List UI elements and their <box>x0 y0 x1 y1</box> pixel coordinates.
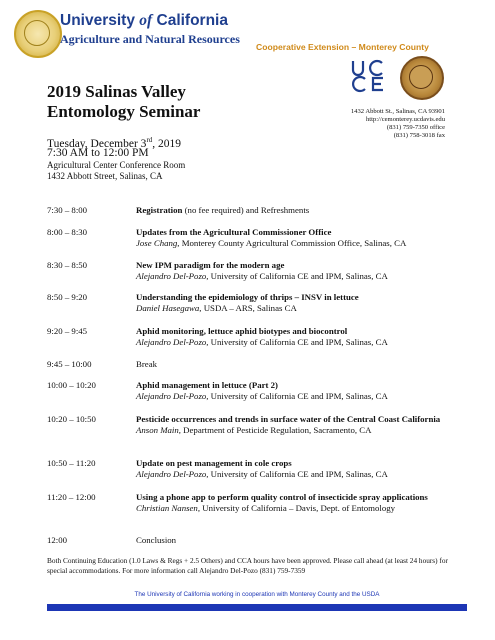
uc-name: University of California <box>60 12 228 29</box>
agenda-affiliation: , USDA – ARS, Salinas CA <box>199 303 297 313</box>
agenda-affiliation: , University of California – Davis, Dept. of Entomology <box>197 503 396 513</box>
agenda-item <box>136 535 458 546</box>
footer-bottom-line: The University of California working in cooperation with Monterey County and the USDA <box>134 591 380 598</box>
footer-bar <box>47 604 467 611</box>
agenda-title-rest: (no fee required) and Refreshments <box>182 205 310 215</box>
agenda-item <box>136 414 458 436</box>
event-street: 1432 Abbott Street, Salinas, CA <box>47 171 163 181</box>
contact-block <box>300 108 445 140</box>
uc-subtitle: Agriculture and Natural Resources <box>60 32 240 46</box>
agenda-time: 10:50 – 11:20 <box>47 458 96 468</box>
agenda-item <box>136 380 458 402</box>
agenda-speaker: Jose Chang <box>136 238 178 248</box>
agenda-time: 10:20 – 10:50 <box>47 414 96 424</box>
page-title: 2019 Salinas Valley Entomology Seminar <box>47 82 201 121</box>
agenda-item <box>136 260 458 282</box>
agenda-title: Understanding the epidemiology of thrips – INSV in lettuce <box>136 292 359 302</box>
agenda-title: Registration <box>136 205 183 215</box>
agenda-item <box>136 326 458 348</box>
agenda-speaker: Alejandro Del-Pozo <box>136 469 207 479</box>
contact-fax: (831) 758-3018 fax <box>393 132 445 139</box>
uc-seal-logo <box>14 10 62 58</box>
agenda-title-rest: Break <box>136 359 158 369</box>
agenda-affiliation: , Department of Pesticide Regulation, Sacramento, CA <box>178 425 372 435</box>
agenda-title: Pesticide occurrences and trends in surface water of the Central Coast California <box>136 414 441 424</box>
contact-web[interactable]: http://cemonterey.ucdavis.edu <box>365 116 445 123</box>
agenda-affiliation: , University of California CE and IPM, Salinas, CA <box>206 271 388 281</box>
agenda-affiliation: , University of California CE and IPM, Salinas, CA <box>206 391 388 401</box>
ucce-logo <box>350 58 386 94</box>
agenda-item <box>136 227 458 249</box>
agenda-item <box>136 458 458 480</box>
event-room: Agricultural Center Conference Room <box>47 160 186 170</box>
agenda-speaker: Christian Nansen <box>136 503 198 513</box>
event-date: Tuesday, December 3rd, 2019 <box>47 136 182 150</box>
agenda-time: 12:00 <box>47 535 68 545</box>
agenda-time: 10:00 – 10:20 <box>47 380 96 390</box>
coop-extension-heading: Cooperative Extension – Monterey County <box>256 42 429 52</box>
agenda-item <box>136 292 458 314</box>
agenda-affiliation: , University of California CE and IPM, Salinas, CA <box>206 469 388 479</box>
agenda-speaker: Alejandro Del-Pozo <box>136 391 207 401</box>
agenda-title: Update on pest management in cole crops <box>136 458 292 468</box>
agenda-time: 11:20 – 12:00 <box>47 492 96 502</box>
agenda-speaker: Daniel Hasegawa <box>136 303 200 313</box>
contact-street: 1432 Abbott St., Salinas, CA 93901 <box>350 108 445 115</box>
agenda-title-rest: Conclusion <box>136 535 177 545</box>
agenda-time: 9:20 – 9:45 <box>47 326 88 336</box>
agenda-time: 9:45 – 10:00 <box>47 359 92 369</box>
event-time: 7:30 AM to 12:00 PM <box>47 147 149 159</box>
contact-office: (831) 759-7350 office <box>386 124 445 131</box>
agenda-speaker: Alejandro Del-Pozo <box>136 337 207 347</box>
agenda-time: 7:30 – 8:00 <box>47 205 88 215</box>
agenda-item <box>136 359 458 370</box>
monterey-county-seal <box>400 56 444 100</box>
agenda-title: Using a phone app to perform quality control of insecticide spray applications <box>136 492 428 502</box>
agenda-time: 8:00 – 8:30 <box>47 227 88 237</box>
agenda-title: Aphid management in lettuce (Part 2) <box>136 380 278 390</box>
agenda-time: 8:30 – 8:50 <box>47 260 88 270</box>
footer-note: Both Continuing Education (1.0 Laws & Regs + 2.5 Others) and CCA hours have been approved. Please call ahead (at least 24 hours) for special accommodations. For more information call Alejandro Del-Pozo (831) 759-7359 <box>47 556 448 575</box>
agenda-speaker: Alejandro Del-Pozo <box>136 271 207 281</box>
agenda-title: Aphid monitoring, lettuce aphid biotypes and biocontrol <box>136 326 348 336</box>
agenda-title: Updates from the Agricultural Commissioner Office <box>136 227 332 237</box>
agenda-item <box>136 205 458 216</box>
agenda-affiliation: , Monterey County Agricultural Commission Office, Salinas, CA <box>177 238 407 248</box>
agenda-time: 8:50 – 9:20 <box>47 292 88 302</box>
agenda-title: New IPM paradigm for the modern age <box>136 260 285 270</box>
agenda-speaker: Anson Main <box>136 425 179 435</box>
agenda-affiliation: , University of California CE and IPM, Salinas, CA <box>206 337 388 347</box>
agenda-item <box>136 492 458 514</box>
